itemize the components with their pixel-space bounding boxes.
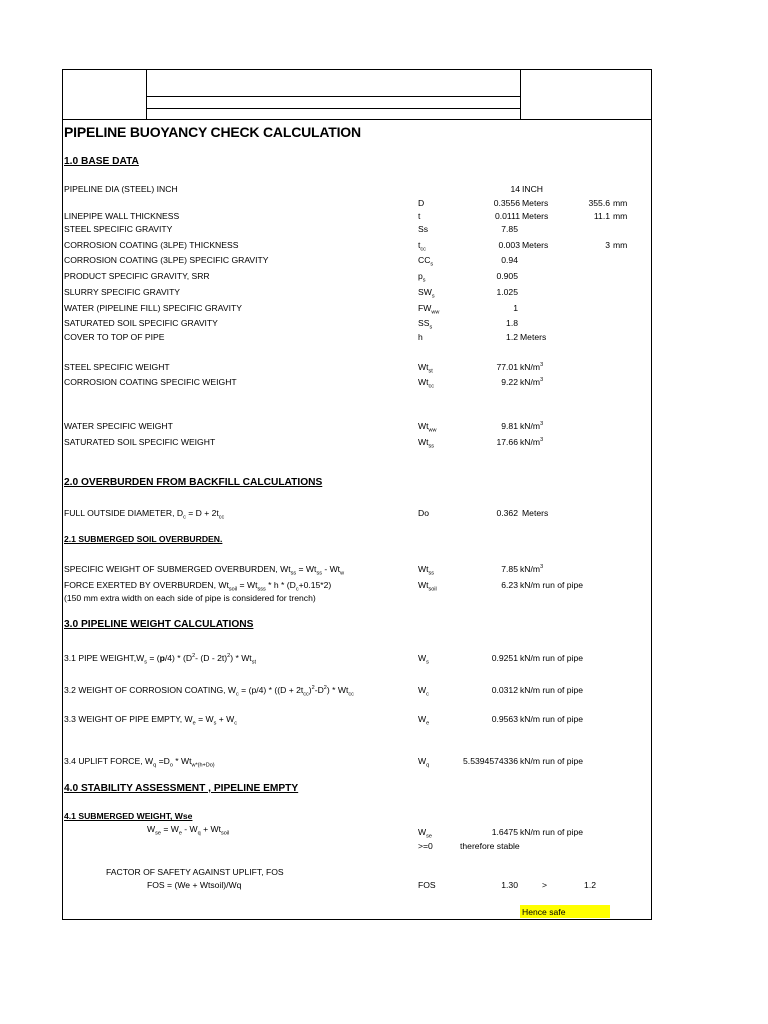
cc-weight-symbol: $W_c$ xyxy=(418,685,429,698)
cc-thk-mm-unit: mm xyxy=(613,240,628,250)
cc-thk-symbol: $t_{cc}$ xyxy=(418,240,426,253)
water-sg-label: WATER (PIPELINE FILL) SPECIFIC GRAVITY xyxy=(64,303,242,313)
wall-symbol: t xyxy=(418,211,421,221)
water-sw-value: 9.81 xyxy=(501,421,518,431)
header-row-line-2 xyxy=(146,108,521,109)
section-submerged-soil: 2.1 SUBMERGED SOIL OVERBURDEN. xyxy=(64,534,223,544)
steel-sg-symbol: Ss xyxy=(418,224,429,234)
fos-symbol: FOS xyxy=(418,880,436,890)
force-unit: kN/m run of pipe xyxy=(520,580,584,590)
wse-value: 1.6475 xyxy=(491,827,518,837)
water-sg-value: 1 xyxy=(513,303,518,313)
empty-weight-unit: kN/m run of pipe xyxy=(520,714,584,724)
stable-condition: >=0 xyxy=(418,841,433,851)
uplift-value: 5.5394574336 xyxy=(463,756,518,766)
steel-sw-value: 77.01 xyxy=(496,362,518,372)
empty-weight-value: 0.9563 xyxy=(491,714,518,724)
cc-weight-label: 3.2 WEIGHT OF CORROSION COATING, $W_c = (p/4) * ((D + 2t_{cc})^2-D^2) * Wt_{cc}$ xyxy=(64,685,354,698)
soil-sg-symbol: $SS_s$ xyxy=(418,318,433,331)
slurry-label: SLURRY SPECIFIC GRAVITY xyxy=(64,287,181,297)
section-base-data: 1.0 BASE DATA xyxy=(64,156,139,167)
pipe-weight-symbol: $W_s$ xyxy=(418,653,429,666)
soil-sw-unit: $kN/m^3$ xyxy=(520,437,544,447)
header-divider-right xyxy=(520,69,521,119)
steel-sw-unit: $kN/m^3$ xyxy=(520,362,544,372)
cover-value: 1.2 xyxy=(506,332,518,342)
wse-symbol: $W_{se}$ xyxy=(418,827,432,840)
cover-symbol: h xyxy=(418,332,423,342)
fos-title: FACTOR OF SAFETY AGAINST UPLIFT, FOS xyxy=(106,867,284,877)
sub-sw-symbol: $Wt_{ss}$ xyxy=(418,564,434,577)
pipe-weight-label: 3.1 PIPE $WEIGHT,W_s = (p/4) * (D^2-$ $(D - 2t)^2) * Wt_{st}$ xyxy=(64,653,256,666)
cc-sg-value: 0.94 xyxy=(501,255,518,265)
slurry-value: 1.025 xyxy=(496,287,518,297)
trench-note: (150 mm extra width on each side of pipe is considered for trench) xyxy=(64,593,316,603)
od-unit: Meters xyxy=(522,508,549,518)
wall-mm-unit: mm xyxy=(613,211,628,221)
od-symbol: Do xyxy=(418,508,429,518)
sub-sw-label: SPECIFIC WEIGHT OF SUBMERGED OVERBURDEN, $Wt_{ss} = Wt_{ss} - Wt_w$ xyxy=(64,564,345,577)
cc-thk-mm: 3 xyxy=(605,240,610,250)
stable-text: therefore stable xyxy=(460,841,520,851)
sub-sw-unit: $kN/m^3$ xyxy=(520,564,544,574)
soil-sg-value: 1.8 xyxy=(506,318,518,328)
cc-weight-value: 0.0312 xyxy=(491,685,518,695)
section-stability: 4.0 STABILITY ASSESSMENT , PIPELINE EMPTY xyxy=(64,783,299,794)
header-bottom-line xyxy=(62,119,652,120)
soil-sw-symbol: $Wt_{ss}$ xyxy=(418,437,434,450)
water-sw-symbol: $Wt_{ww}$ xyxy=(418,421,437,434)
prod-sg-symbol: $p_s$ xyxy=(418,271,426,284)
fos-formula: FOS = (We + Wtsoil)/Wq xyxy=(147,880,242,890)
empty-weight-symbol: $W_e$ xyxy=(418,714,430,727)
water-sw-label: WATER SPECIFIC WEIGHT xyxy=(64,421,173,431)
steel-sw-symbol: $Wt_{st}$ xyxy=(418,362,433,375)
od-value: 0.362 xyxy=(496,508,518,518)
soil-sg-label: SATURATED SOIL SPECIFIC GRAVITY xyxy=(64,318,218,328)
soil-sw-label: SATURATED SOIL SPECIFIC WEIGHT xyxy=(64,437,216,447)
wall-mm: 11.1 xyxy=(593,211,610,221)
steel-sw-label: STEEL SPECIFIC WEIGHT xyxy=(64,362,170,372)
d-unit: Meters xyxy=(522,198,549,208)
prod-sg-value: 0.905 xyxy=(496,271,518,281)
dia-value: 14 xyxy=(510,184,520,194)
pipe-weight-unit: kN/m run of pipe xyxy=(520,653,584,663)
cc-weight-unit: kN/m run of pipe xyxy=(520,685,584,695)
cc-sw-value: 9.22 xyxy=(501,377,518,387)
cc-thk-label: CORROSION COATING (3LPE) THICKNESS xyxy=(64,240,239,250)
cc-thk-unit: Meters xyxy=(522,240,549,250)
cc-sw-symbol: $Wt_{cc}$ xyxy=(418,377,434,390)
pipe-weight-value: 0.9251 xyxy=(491,653,518,663)
header-divider-left xyxy=(146,69,147,119)
force-value: 6.23 xyxy=(501,580,518,590)
force-symbol: $Wt_{soil}$ xyxy=(418,580,437,593)
d-value: 0.3556 xyxy=(493,198,520,208)
cc-thk-value: 0.003 xyxy=(498,240,520,250)
wse-formula: $W_{se} = W_e - W_q + Wt_{soil}$ xyxy=(147,824,230,837)
prod-sg-label: PRODUCT SPECIFIC GRAVITY, SRR xyxy=(64,271,210,281)
result-text: Hence safe xyxy=(522,907,566,917)
fos-compare: > xyxy=(542,880,548,890)
wse-unit: kN/m run of pipe xyxy=(520,827,584,837)
cc-sg-symbol: $CC_s$ xyxy=(418,255,434,268)
empty-weight-label: 3.3 WEIGHT OF PIPE EMPTY, $W_e = W_s + W_c$ xyxy=(64,714,237,727)
slurry-symbol: $SW_s$ xyxy=(418,287,435,300)
wall-value: 0.0111 xyxy=(494,211,520,221)
d-mm-unit: mm xyxy=(613,198,628,208)
wall-label: LINEPIPE WALL THICKNESS xyxy=(64,211,180,221)
section-weight-calc: 3.0 PIPELINE WEIGHT CALCULATIONS xyxy=(64,619,254,630)
water-sg-symbol: $FW_{ww}$ xyxy=(418,303,440,316)
section-submerged-weight: 4.1 SUBMERGED WEIGHT, Wse xyxy=(64,811,193,821)
sub-sw-value: 7.85 xyxy=(501,564,518,574)
cc-sw-label: CORROSION COATING SPECIFIC WEIGHT xyxy=(64,377,237,387)
uplift-symbol: $W_q$ xyxy=(418,756,430,769)
page-title: PIPELINE BUOYANCY CHECK CALCULATION xyxy=(64,124,361,140)
wall-unit: Meters xyxy=(522,211,549,221)
dia-label: PIPELINE DIA (STEEL) INCH xyxy=(64,184,178,194)
soil-sw-value: 17.66 xyxy=(496,437,518,447)
fos-value: 1.30 xyxy=(501,880,518,890)
force-label: FORCE EXERTED BY OVERBURDEN, $Wt_{soil} = Wt_{sss} * h * (D_c+0.15*2)$ xyxy=(64,580,332,593)
d-mm: 355.6 xyxy=(588,198,610,208)
steel-sg-value: 7.85 xyxy=(501,224,518,234)
header-row-line-1 xyxy=(146,96,521,97)
cc-sg-label: CORROSION COATING (3LPE) SPECIFIC GRAVITY xyxy=(64,255,269,265)
section-overburden: 2.0 OVERBURDEN FROM BACKFILL CALCULATIONS xyxy=(64,477,323,488)
od-label: FULL OUTSIDE DIAMETER, $D_c = D + 2t_{cc}$ xyxy=(64,508,225,521)
uplift-unit: kN/m run of pipe xyxy=(520,756,584,766)
fos-limit: 1.2 xyxy=(584,880,596,890)
cover-unit: Meters xyxy=(520,332,547,342)
d-symbol: D xyxy=(418,198,425,208)
dia-unit: INCH xyxy=(522,184,544,194)
water-sw-unit: $kN/m^3$ xyxy=(520,421,544,431)
uplift-label: 3.4 UPLIFT FORCE, $W_q =D_o * Wt_{w*(h+Do)}$ xyxy=(64,756,215,769)
cc-sw-unit: $kN/m^3$ xyxy=(520,377,544,387)
cover-label: COVER TO TOP OF PIPE xyxy=(64,332,165,342)
steel-sg-label: STEEL SPECIFIC GRAVITY xyxy=(64,224,173,234)
